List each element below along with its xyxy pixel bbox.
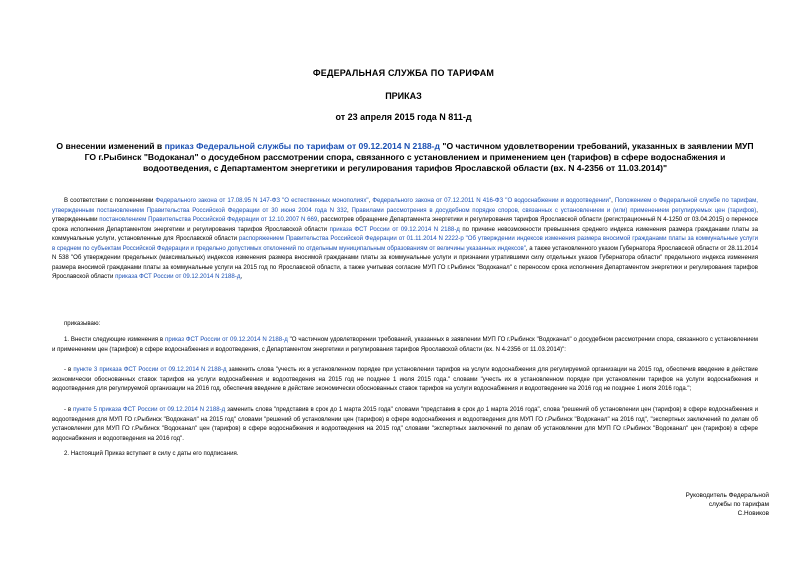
paragraph-text: , [347, 206, 352, 214]
signature-block [686, 491, 769, 518]
paragraph-text: заменить слова "представив в срок до 1 марта 2015 года" словами "представив в срок до 1 марта 2016 года", слова "решений об установлении цен (тарифов) в сфере водоснабжения и водоотведения для МУП ГО г.Рыбинск "Водоканал" на 2015 год" словами "решений об установлении цен (тарифов) в сфере водоснабжения и водоотведения для МУП ГО г.Рыбинск "Водоканал" на 2016 год", "экспертных заключений по делам об установлении для МУП ГО г.Рыбинск "Водоканал" цен (тарифов) в сфере водоснабжения и водоотведения на 2015 год" словами "экспертных заключений по делам об установлении для МУП ГО г.Рыбинск "Водоканал" цен (тарифов) в сфере водоснабжения и водоотведения на 2016 год". [52, 406, 758, 442]
link-order-2188d[interactable]: приказа ФСТ России от 09.12.2014 N 2188-д [329, 225, 460, 233]
amendment-point-5 [52, 405, 758, 443]
document-title [52, 141, 758, 174]
paragraph-text: заменить слова "учесть их в установленном порядке при установлении тарифов на услуги водоснабжения для регулируемой организации на 2015 год, обеспечив введение в действие экономически обоснованных ставок тарифов на услуги водоснабжения и водоотведения на 2015 год не позднее 1 июля 2015 года." словами "учесть их в установленном порядке при установлении тарифов на услуги водоснабжения и водоотведения для регулируемой организации на 2016 год, обеспечив введение в действие экономически обоснованных ставок тарифов на услуги водоснабжения и водоотведение на 2016 год не позднее 1 июля 2016 года."; [52, 366, 759, 392]
paragraph-text: , рассмотрев обращение Департамента энергетики и регулирования тарифов Ярославской области (регистрационный N 4-1250 от 03.04.2015) о переносе срока исполнения Департаментом энергетики и регулирования тарифов Ярославской области [52, 216, 758, 233]
paragraph-text: - в [64, 366, 74, 373]
link-law-416fz[interactable]: Федерального закона от 07.12.2011 N 416-ФЗ "О водоснабжении и водоотведении" [372, 197, 612, 204]
paragraph-text: - в [64, 406, 74, 413]
link-directive-2222r[interactable]: распоряжением Правительства Российской Федерации от 01.11.2014 N 2222-р "Об утверждении индексов изменения размера вносимой гражданами платы за коммунальные услуги в среднем по субъектам Российской Федерации и предельно допустимых отклонений по отдельным муниципальным образованиям от величины указанных индексов" [52, 235, 758, 252]
amendment-point-3 [52, 365, 758, 394]
title-link-order[interactable]: приказ Федеральной службы по тарифам от 09.12.2014 N 2188-д [164, 141, 440, 151]
paragraph-text: , а также установленного указом Губернатора Ярославской области от 28.11.2014 N 538 "Об утверждении предельных (максимальных) индексов изменения размера вносимой гражданами платы за коммунальные услуги и признании утратившими силу отдельных указов Губернатора области" предельного индекса изменения размера вносимой гражданами платы за коммунальные услуги на 2015 год по Ярославской области, а также учитывая согласие МУП ГО г.Рыбинск "Водоканал" с переносом срока исполнения Департаментом энергетики и регулирования тарифов Ярославской области [52, 244, 758, 280]
paragraph-text: 1. Внести следующие изменения в [64, 336, 166, 343]
item-1-paragraph [52, 335, 758, 354]
paragraph-text: , [368, 197, 373, 204]
document-date-number: от 23 апреля 2015 года N 811-д [335, 112, 472, 122]
link-regulation-fst[interactable]: Положением о Федеральной службе по тарифам, утвержденным постановлением Правительства Российской Федерации от 30 июня 2004 года N 332 [52, 197, 758, 214]
title-text: "О частичном удовлетворении требований, указанных в заявлении МУП ГО г.Рыбинск "Водоканал" о досудебном рассмотрении спора, связанного с установлением и применением цен (тарифов) в сфере водоснабжения и водоотведения, с Департаментом энергетики и регулирования тарифов Ярославской области (вх. N 4-2356 от 11.03.2014)" [84, 141, 754, 173]
paragraph-text: "О частичном удовлетворении требований, указанных в заявлении МУП ГО г.Рыбинск "Водоканал" о досудебном рассмотрении спора, связанного с установлением и применением цен (тарифов) в сфере водоснабжения и водоотведения, с Департаментом энергетики и регулирования тарифов Ярославской области (вх. N 4-2356 от 11.03.2014)": [52, 336, 758, 353]
paragraph-text: по причине невозможности превышения среднего индекса изменения размера гражданами платы за коммунальные услуги, установленные для Ярославской области [52, 225, 758, 242]
signer-position: службы по тарифам [708, 501, 769, 508]
paragraph-text: , утвержденными [52, 206, 758, 223]
paragraph-text: , [240, 273, 243, 280]
link-law-147fz[interactable]: Федерального закона от 17.08.95 N 147-ФЗ "О естественных монополиях" [155, 197, 369, 204]
preamble-paragraph [52, 196, 758, 282]
link-decree-669[interactable]: постановлением Правительства Российской Федерации от 12.10.2007 N 669 [99, 216, 318, 223]
signer-position: Руководитель Федеральной [685, 492, 769, 499]
title-text: О внесении изменений в [56, 141, 165, 151]
link-point-3[interactable]: пункте 3 приказа ФСТ России от 09.12.2014 N 2188-д [73, 366, 227, 373]
paragraph-text: приказываю: [64, 320, 101, 327]
paragraph-text: , [611, 197, 615, 204]
link-order-2188d[interactable]: приказ ФСТ России от 09.12.2014 N 2188-д [165, 336, 288, 343]
paragraph-text: 2. Настоящий Приказ вступает в силу с даты его подписания. [64, 450, 239, 457]
link-point-5[interactable]: пункте 5 приказа ФСТ России от 09.12.2014 N 2188-д [73, 406, 226, 413]
issuing-authority: ФЕДЕРАЛЬНАЯ СЛУЖБА ПО ТАРИФАМ [312, 68, 495, 78]
paragraph-text: В соответствии с положениями [64, 197, 156, 204]
document-type: ПРИКАЗ [385, 91, 422, 101]
link-order-2188d[interactable]: приказа ФСТ России от 09.12.2014 N 2188-д [115, 273, 241, 280]
link-dispute-rules[interactable]: Правилами рассмотрения в досудебном порядке споров, связанных с установлением и (или) применением регулируемых цен (тарифов) [351, 206, 757, 214]
order-clause [52, 319, 758, 329]
item-2-paragraph [52, 449, 758, 459]
signer-name: С.Новиков [737, 510, 769, 517]
